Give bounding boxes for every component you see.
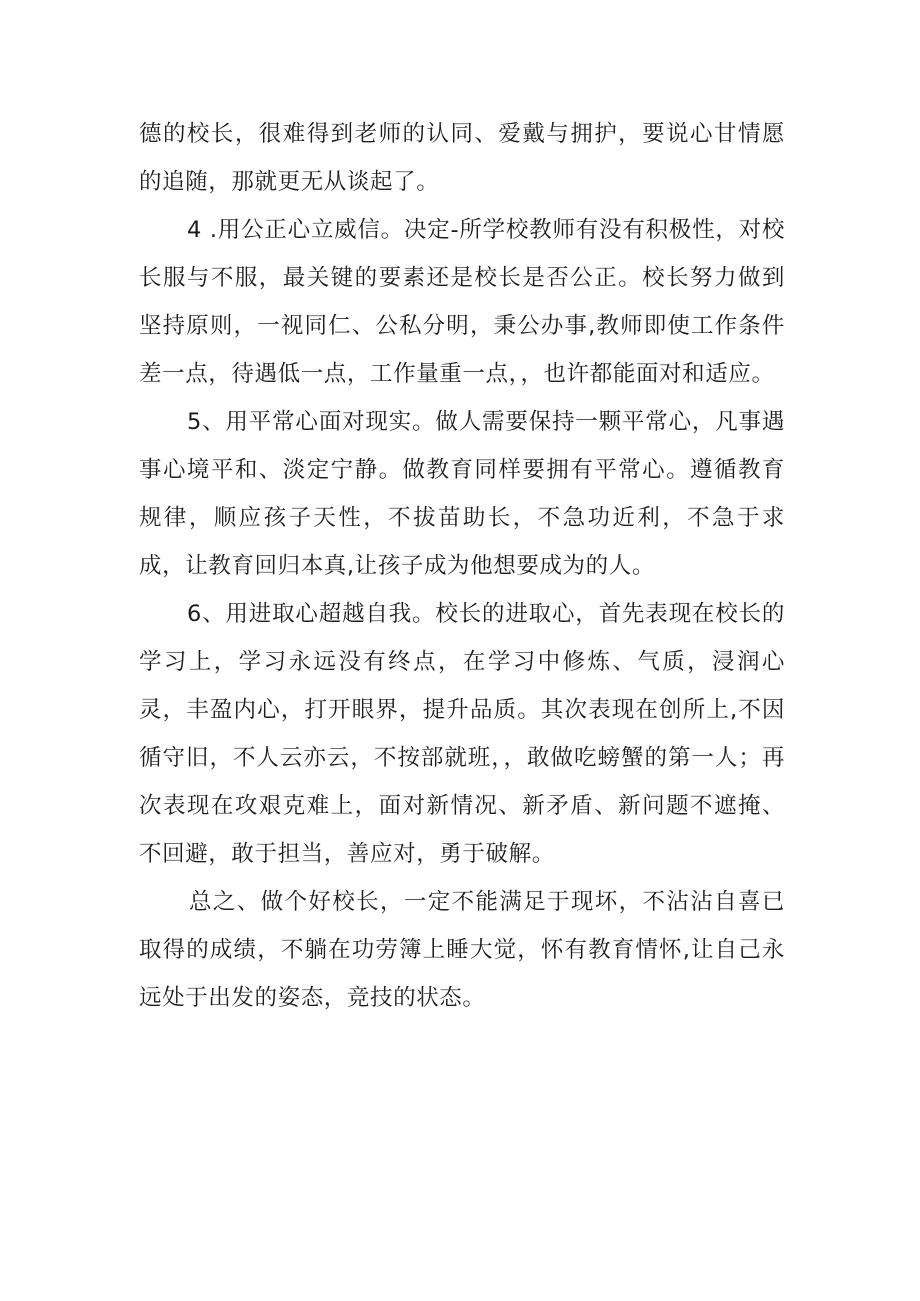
paragraph-conclusion: 总之、做个好校长，一定不能满足于现坏，不沾沾自喜已取得的成绩，不躺在功劳簿上睡大觉，怀有教育情怀,让自己永远处于出发的姿态，竞技的状态。 [139, 889, 785, 1011]
paragraph-item-4: 4 .用公正心立威信。决定-所学校教师有没有积极性，对校长服与不服，最关键的要素还是校长是否公正。校长努力做到坚持原则，一视同仁、公私分明，秉公办事,教师即使工作条件差一点，待遇低一点，工作量重一点，，也许都能面对和适应。 [139, 217, 785, 387]
paragraph-item-5: 5、用平常心面对现实。做人需要保持一颗平常心，凡事遇事心境平和、淡定宁静。做教育同样要拥有平常心。遵循教育规律，顺应孩子天性，不拔苗助长，不急功近利，不急于求成，让教育回归本真,让孩子成为他想要成为的人。 [139, 409, 785, 579]
paragraph-item-6: 6、用进取心超越自我。校长的进取心，首先表现在校长的学习上，学习永远没有终点，在学习中修炼、气质，浸润心灵，丰盈内心，打开眼界，提升品质。其次表现在创所上,不因循守旧，不人云亦云，不按部就班，，敢做吃螃蟹的第一人；再次表现在攻艰克难上，面对新情况、新矛盾、新问题不遮掩、不回避，敢于担当，善应对，勇于破解。 [139, 601, 785, 867]
paragraph-continuation: 德的校长，很难得到老师的认同、爱戴与拥护，要说心甘情愿的追随，那就更无从谈起了。 [139, 121, 785, 195]
body-text [139, 110, 785, 1022]
